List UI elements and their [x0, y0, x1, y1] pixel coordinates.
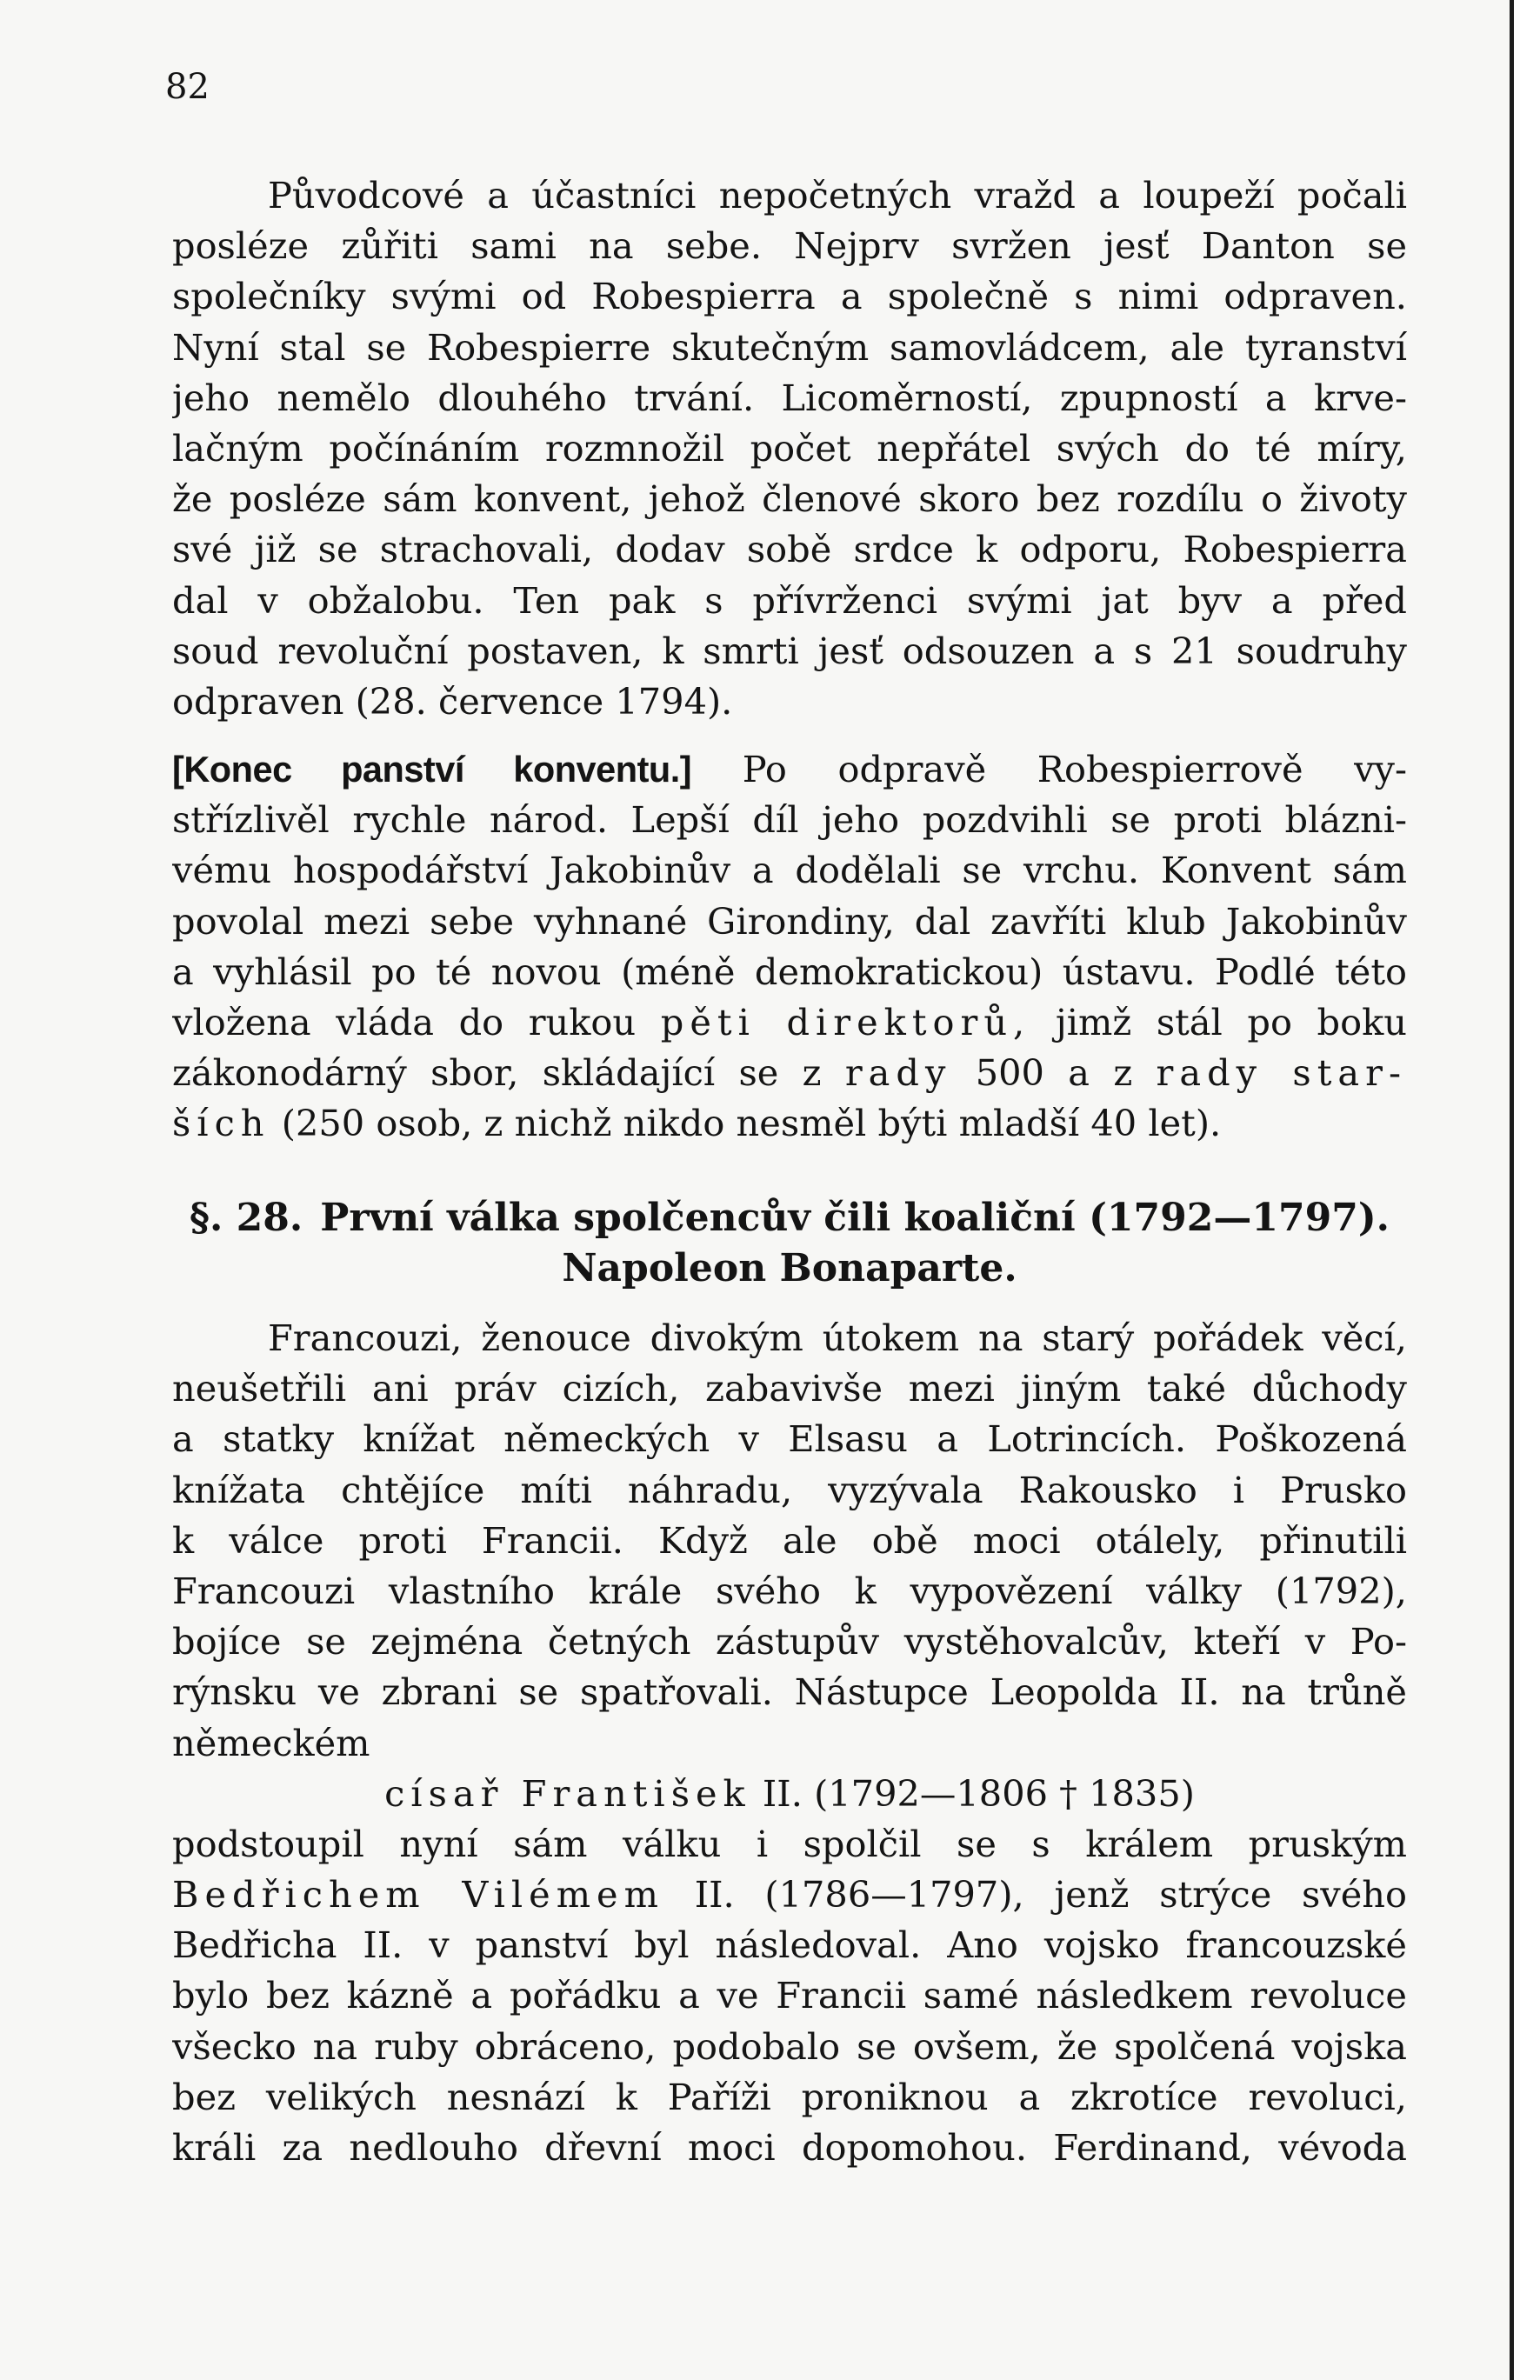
- text-line: odpraven (28. července 1794).: [172, 679, 733, 723]
- text-line: k válce proti Francii. Když ale obě moci otálely, přinutili: [172, 1518, 1407, 1562]
- page-edge-border: [1510, 0, 1540, 2380]
- text-fragment: vložena vláda do rukou: [172, 1000, 637, 1043]
- text-line: bez velikých nesnází k Paříži proniknou a zkrotíce revoluci,: [172, 2075, 1407, 2118]
- text-line: rýnsku ve zbrani se spatřovali. Nástupce Leopolda II. na trůně: [172, 1670, 1407, 1714]
- text-line: neušetřili ani práv cizích, zabavivše mezi jiným také důchody: [172, 1367, 1407, 1410]
- section-number: §. 28.: [190, 1196, 303, 1240]
- text-line: dal v obžalobu. Ten pak s přívrženci svými jat byv a před: [172, 578, 1407, 622]
- text-line: [172, 997, 1407, 1048]
- text-line: Bedřicha II. v panství byl následoval. Ano vojsko francouzské: [172, 1923, 1407, 1967]
- page-number: 82: [165, 67, 210, 107]
- text-line: vému hospodářství Jakobinův a dodělali se vrchu. Konvent sám: [172, 849, 1407, 892]
- text-line: králi za nedlouho dřevní moci dopomohou. Ferdinand, vévoda: [172, 2126, 1407, 2169]
- marginal-heading: [Konec panství konventu.]: [172, 749, 692, 790]
- text-fragment: II. (1792—1806 † 1835): [762, 1771, 1195, 1815]
- text-line: Francouzi vlastního krále svého k vypovězení války (1792),: [172, 1569, 1407, 1612]
- text-line: své již se strachovali, dodav sobě srdce k odporu, Robespierra: [172, 528, 1407, 571]
- paragraph-3: [172, 1313, 1407, 1769]
- paragraph-robespierre: [172, 170, 1407, 727]
- spaced-term: Bedřichem Vilémem: [172, 1873, 664, 1917]
- text-fragment: jimž stál po boku: [1055, 1000, 1407, 1043]
- text-line: společníky svými od Robespierra a společně s nimi odpraven.: [172, 275, 1407, 318]
- text-line: [172, 1098, 1407, 1149]
- text-line: posléze zůřiti sami na sebe. Nejprv svržen jesť Danton se: [172, 224, 1407, 268]
- text-line: [172, 1870, 1407, 1920]
- text-line: povolal mezi sebe vyhnané Girondiny, dal zavříti klub Jakobinův: [172, 899, 1407, 943]
- text-fragment: Po odpravě Robespierrově vy-: [742, 748, 1407, 790]
- text-line: knížata chtějíce míti náhradu, vyzývala Rakousko i Prusko: [172, 1468, 1407, 1511]
- emperor-line: [172, 1769, 1407, 1819]
- text-line: [172, 1048, 1407, 1098]
- text-line: bojíce se zejména četných zástupův vystěhovalcův, kteří v Po-: [172, 1620, 1407, 1663]
- text-fragment: (250 osob, z nichž nikdo nesměl býti mladší 40 let).: [281, 1102, 1222, 1145]
- text-line: německém: [172, 1721, 370, 1764]
- text-line: střízlivěl rychle národ. Lepší díl jeho pozdvihli se proti blázni-: [172, 798, 1407, 842]
- text-line: podstoupil nyní sám válku i spolčil se s králem pruským: [172, 1822, 1407, 1865]
- spaced-term: ších: [172, 1102, 270, 1145]
- paragraph-1: [172, 170, 1407, 727]
- paragraph-2: [172, 744, 1407, 1150]
- spaced-term: rady: [844, 1051, 952, 1095]
- text-line: Francouzi, ženouce divokým útokem na starý pořádek věcí,: [268, 1317, 1407, 1359]
- text-line: jeho nemělo dlouhého trvání. Licoměrností, zpupností a krve-: [172, 376, 1407, 419]
- spaced-term: pěti direktorů,: [660, 1000, 1031, 1043]
- section-subtitle: Napoleon Bonaparte.: [562, 1246, 1017, 1290]
- text-fragment: 500 a z: [975, 1051, 1133, 1095]
- text-fragment: zákonodárný sbor, skládající se z: [172, 1051, 822, 1095]
- spaced-term: císař František: [384, 1771, 751, 1815]
- text-line: [172, 744, 1407, 795]
- section-heading: [172, 1193, 1407, 1294]
- spaced-term: rady star-: [1156, 1051, 1407, 1095]
- paragraph-francouzi: [172, 1313, 1407, 2173]
- section-title: První válka spolčencův čili koaliční (1792—1797).: [320, 1196, 1390, 1240]
- text-line: bylo bez kázně a pořádku a ve Francii samé následkem revoluce: [172, 1974, 1407, 2017]
- text-line: lačným počínáním rozmnožil počet nepřátel svých do té míry,: [172, 426, 1407, 470]
- text-line: a statky knížat německých v Elsasu a Lotrincích. Poškozená: [172, 1417, 1407, 1461]
- paragraph-4: [172, 1819, 1407, 2173]
- text-line: soud revoluční postaven, k smrti jesť odsouzen a s 21 soudruhy: [172, 629, 1407, 672]
- section-title-line-1: [172, 1193, 1407, 1243]
- paragraph-konec-panstvi: [172, 744, 1407, 1150]
- text-line: všecko na ruby obráceno, podobalo se ovšem, že spolčená vojska: [172, 2024, 1407, 2068]
- text-line: Nyní stal se Robespierre skutečným samovládcem, ale tyranství: [172, 325, 1407, 369]
- text-line: a vyhlásil po té novou (méně demokratickou) ústavu. Podlé této: [172, 950, 1407, 993]
- text-line: že posléze sám konvent, jehož členové skoro bez rozdílu o životy: [172, 477, 1407, 521]
- text-fragment: II. (1786—1797), jenž strýce svého: [694, 1873, 1407, 1917]
- text-line: Původcové a účastníci nepočetných vražd a loupeží počali: [268, 174, 1407, 217]
